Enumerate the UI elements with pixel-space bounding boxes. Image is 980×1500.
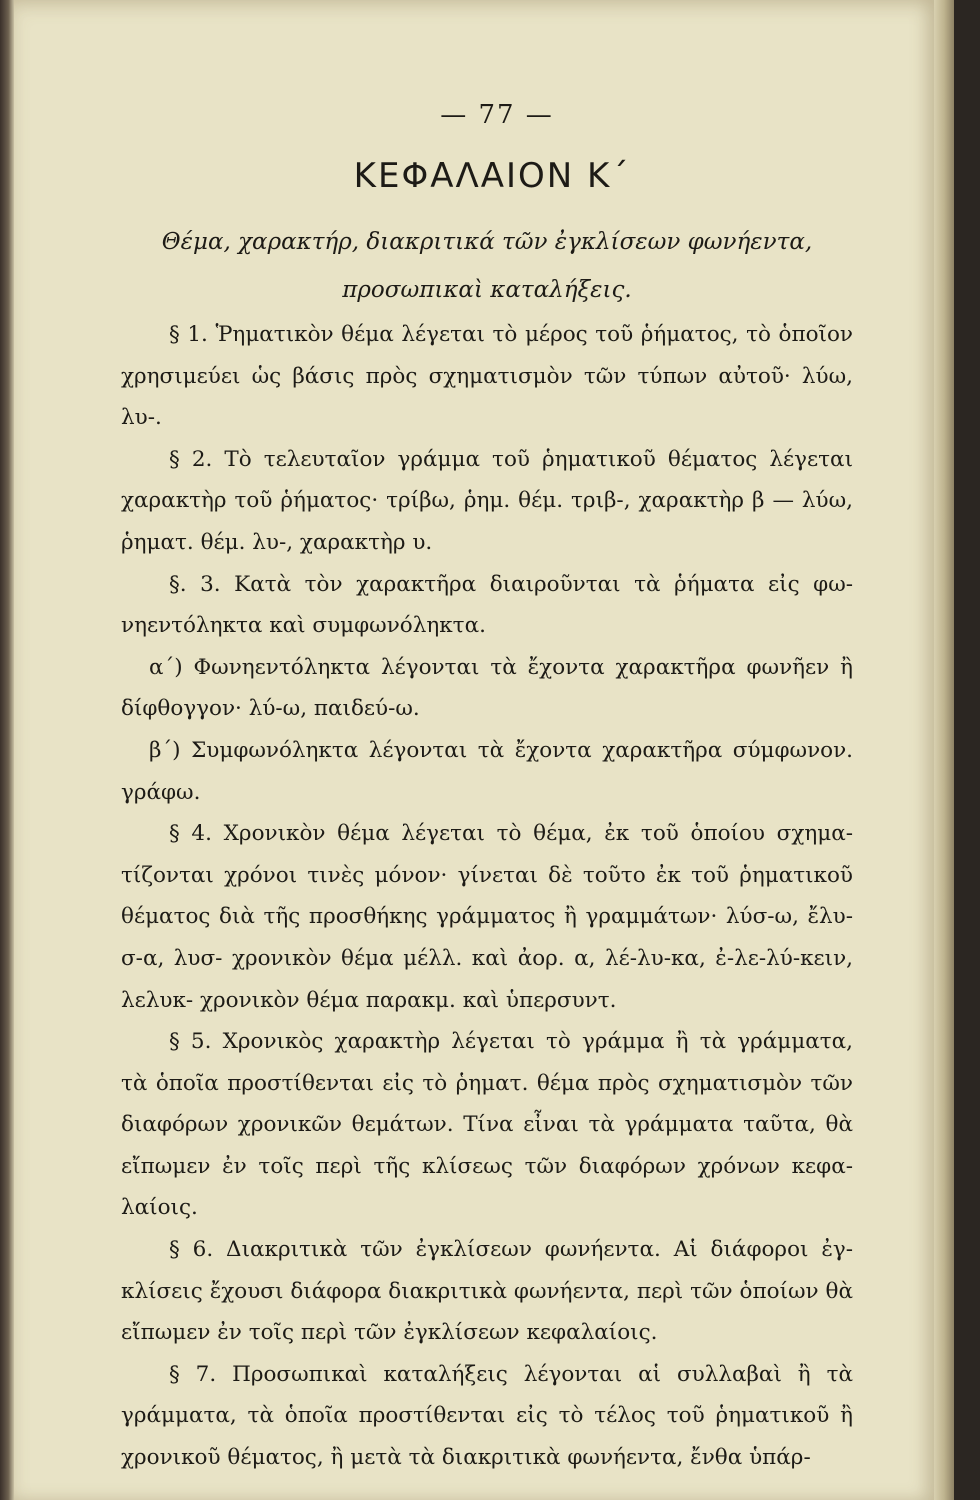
paragraph-s4 [121, 813, 853, 1021]
text-line: § 1. Ῥηματικὸν θέμα λέγεται τὸ μέρος τοῦ ῥήματος, τὸ ὁποῖον [169, 322, 853, 347]
text-line: νηεντόληκτα καὶ συμφωνόληκτα. [121, 613, 486, 639]
text-line: χαρακτὴρ τοῦ ῥήματος· τρίβω, ῥημ. θέμ. τριβ-, χαρακτὴρ β — λύω, [121, 488, 853, 514]
binding-edge [0, 0, 14, 1500]
page-number: — 77 — [440, 100, 554, 130]
text-line: α΄) Φωνηεντόληκτα λέγονται τὰ ἔχοντα χαρακτῆρα φωνῆεν ἢ [149, 654, 853, 680]
text-line: σ-α, λυσ- χρονικὸν θέμα μέλλ. καὶ ἀορ. α, λέ-λυ-κα, ἐ-λε-λύ-κειν, [121, 945, 853, 971]
text-line: β΄) Συμφωνόληκτα λέγονται τὰ ἔχοντα χαρακτῆρα σύμφωνον. [149, 737, 853, 763]
subtitle-line: Θέμα, χαρακτήρ, διακριτικά τῶν ἐγκλίσεων φωνήεντα, [161, 229, 813, 255]
text-line: τίζονται χρόνοι τινὲς μόνον· γίνεται δὲ τοῦτο ἐκ τοῦ ῥηματικοῦ [121, 862, 853, 888]
chapter-subtitle [121, 218, 853, 314]
text-line: § 2. Τὸ τελευταῖον γράμμα τοῦ ῥηματικοῦ θέματος λέγεται [169, 446, 853, 472]
text-line: εἴπωμεν ἐν τοῖς περὶ τῆς κλίσεως τῶν διαφόρων χρόνων κεφα- [121, 1153, 853, 1179]
paragraph-s6 [121, 1229, 853, 1354]
chapter-title: ΚΕΦΑΛΑΙΟΝ Κ΄ [353, 156, 631, 196]
text-line: θέματος διὰ τῆς προσθήκης γράμματος ἢ γραμμάτων· λύσ-ω, ἔλυ- [121, 904, 853, 930]
text-line: γράμματα, τὰ ὁποῖα προστίθενται εἰς τὸ τέλος τοῦ ῥηματικοῦ ἢ [121, 1403, 853, 1429]
text-line: χρησιμεύει ὡς βάσις πρὸς σχηματισμὸν τῶν τύπων αὐτοῦ· λύω, λυ-. [121, 363, 853, 431]
paragraph-s3 [121, 564, 853, 647]
text-line: γράφω. [121, 779, 201, 805]
text-line: §. 3. Κατὰ τὸν χαρακτῆρα διαιροῦνται τὰ ῥήματα εἰς φω- [169, 571, 853, 597]
text-line: τὰ ὁποῖα προστίθενται εἰς τὸ ῥηματ. θέμα πρὸς σχηματισμὸν τῶν [121, 1070, 853, 1096]
text-line: § 5. Χρονικὸς χαρακτὴρ λέγεται τὸ γράμμα ἢ τὰ γράμματα, [169, 1029, 853, 1055]
paragraph-s5 [121, 1021, 853, 1229]
paragraph-s2 [121, 439, 853, 564]
scan-background [954, 0, 980, 1500]
text-line: χρονικοῦ θέματος, ἢ μετὰ τὰ διακριτικὰ φωνήεντα, ἔνθα ὑπάρ- [121, 1445, 811, 1471]
text-line: διαφόρων χρονικῶν θεμάτων. Τίνα εἶναι τὰ γράμματα ταῦτα, θὰ [121, 1112, 853, 1138]
subtitle-line: προσωπικαὶ καταλήξεις. [342, 277, 632, 303]
paragraph-s1 [121, 314, 853, 439]
text-line: κλίσεις ἔχουσι διάφορα διακριτικὰ φωνήεντα, περὶ τῶν ὁποίων θὰ [121, 1278, 853, 1304]
text-line: εἴπωμεν ἐν τοῖς περὶ τῶν ἐγκλίσεων κεφαλαίοις. [121, 1320, 658, 1346]
text-line: δίφθογγον· λύ-ω, παιδεύ-ω. [121, 696, 420, 722]
text-line: ῥηματ. θέμ. λυ-, χαρακτὴρ υ. [121, 529, 433, 555]
text-line: λελυκ- χρονικὸν θέμα παρακμ. καὶ ὑπερσυντ. [121, 987, 617, 1013]
paragraph-s7 [121, 1354, 853, 1479]
text-line: § 4. Χρονικὸν θέμα λέγεται τὸ θέμα, ἐκ τοῦ ὁποίου σχημα- [169, 821, 853, 847]
page-stack-edge [934, 0, 954, 1500]
text-line: § 7. Προσωπικαὶ καταλήξεις λέγονται αἱ συλλαβαὶ ἢ τὰ [169, 1361, 853, 1387]
page-text [121, 100, 853, 1479]
text-line: § 6. Διακριτικὰ τῶν ἐγκλίσεων φωνήεντα. Αἱ διάφοροι ἐγ- [169, 1237, 853, 1263]
paragraph-list [121, 314, 853, 1479]
paragraph-s3a [121, 647, 853, 730]
text-line: λαίοις. [121, 1195, 198, 1221]
paragraph-s3b [121, 730, 853, 813]
